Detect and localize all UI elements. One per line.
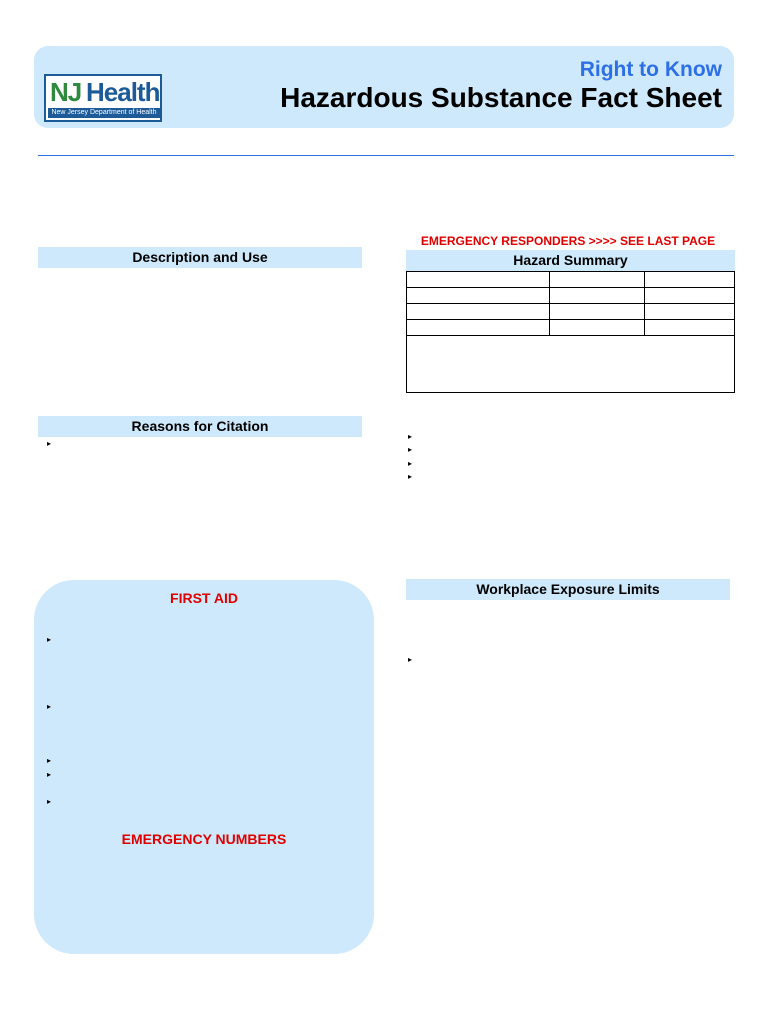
logo-subtitle: New Jersey Department of Health bbox=[48, 108, 160, 118]
logo-health-text: Health bbox=[86, 77, 160, 107]
logo-nj-text: NJ bbox=[50, 77, 82, 107]
section-workplace-exposure-limits: Workplace Exposure Limits bbox=[406, 579, 730, 600]
hazard-summary-table bbox=[406, 271, 735, 336]
hazard-summary-notes-box bbox=[406, 336, 735, 393]
bullet-icon: ▸ bbox=[408, 655, 413, 664]
section-description-and-use: Description and Use bbox=[38, 247, 362, 268]
emergency-responders-link[interactable]: EMERGENCY RESPONDERS >>>> SEE LAST PAGE bbox=[420, 234, 716, 248]
page-title: Hazardous Substance Fact Sheet bbox=[280, 82, 722, 113]
bullet-icon: ▸ bbox=[408, 472, 413, 481]
first-aid-title: FIRST AID bbox=[170, 590, 238, 606]
table-row bbox=[407, 288, 735, 304]
bullet-icon: ▸ bbox=[47, 702, 52, 711]
nj-health-logo bbox=[44, 74, 162, 122]
bullet-icon: ▸ bbox=[408, 432, 413, 441]
bullet-icon: ▸ bbox=[408, 459, 413, 468]
header-divider bbox=[38, 155, 734, 156]
emergency-numbers-title: EMERGENCY NUMBERS bbox=[121, 831, 287, 847]
table-row bbox=[407, 320, 735, 336]
section-reasons-for-citation: Reasons for Citation bbox=[38, 416, 362, 437]
table-row bbox=[407, 272, 735, 288]
first-aid-panel bbox=[34, 580, 374, 954]
table-row bbox=[407, 304, 735, 320]
header-banner bbox=[34, 46, 734, 128]
bullet-icon: ▸ bbox=[47, 797, 52, 806]
bullet-icon: ▸ bbox=[47, 635, 52, 644]
bullet-icon: ▸ bbox=[408, 445, 413, 454]
bullet-icon: ▸ bbox=[47, 770, 52, 779]
right-to-know-label: Right to Know bbox=[579, 58, 722, 81]
section-hazard-summary: Hazard Summary bbox=[406, 250, 735, 271]
bullet-icon: ▸ bbox=[47, 756, 52, 765]
bullet-icon: ▸ bbox=[47, 439, 52, 448]
